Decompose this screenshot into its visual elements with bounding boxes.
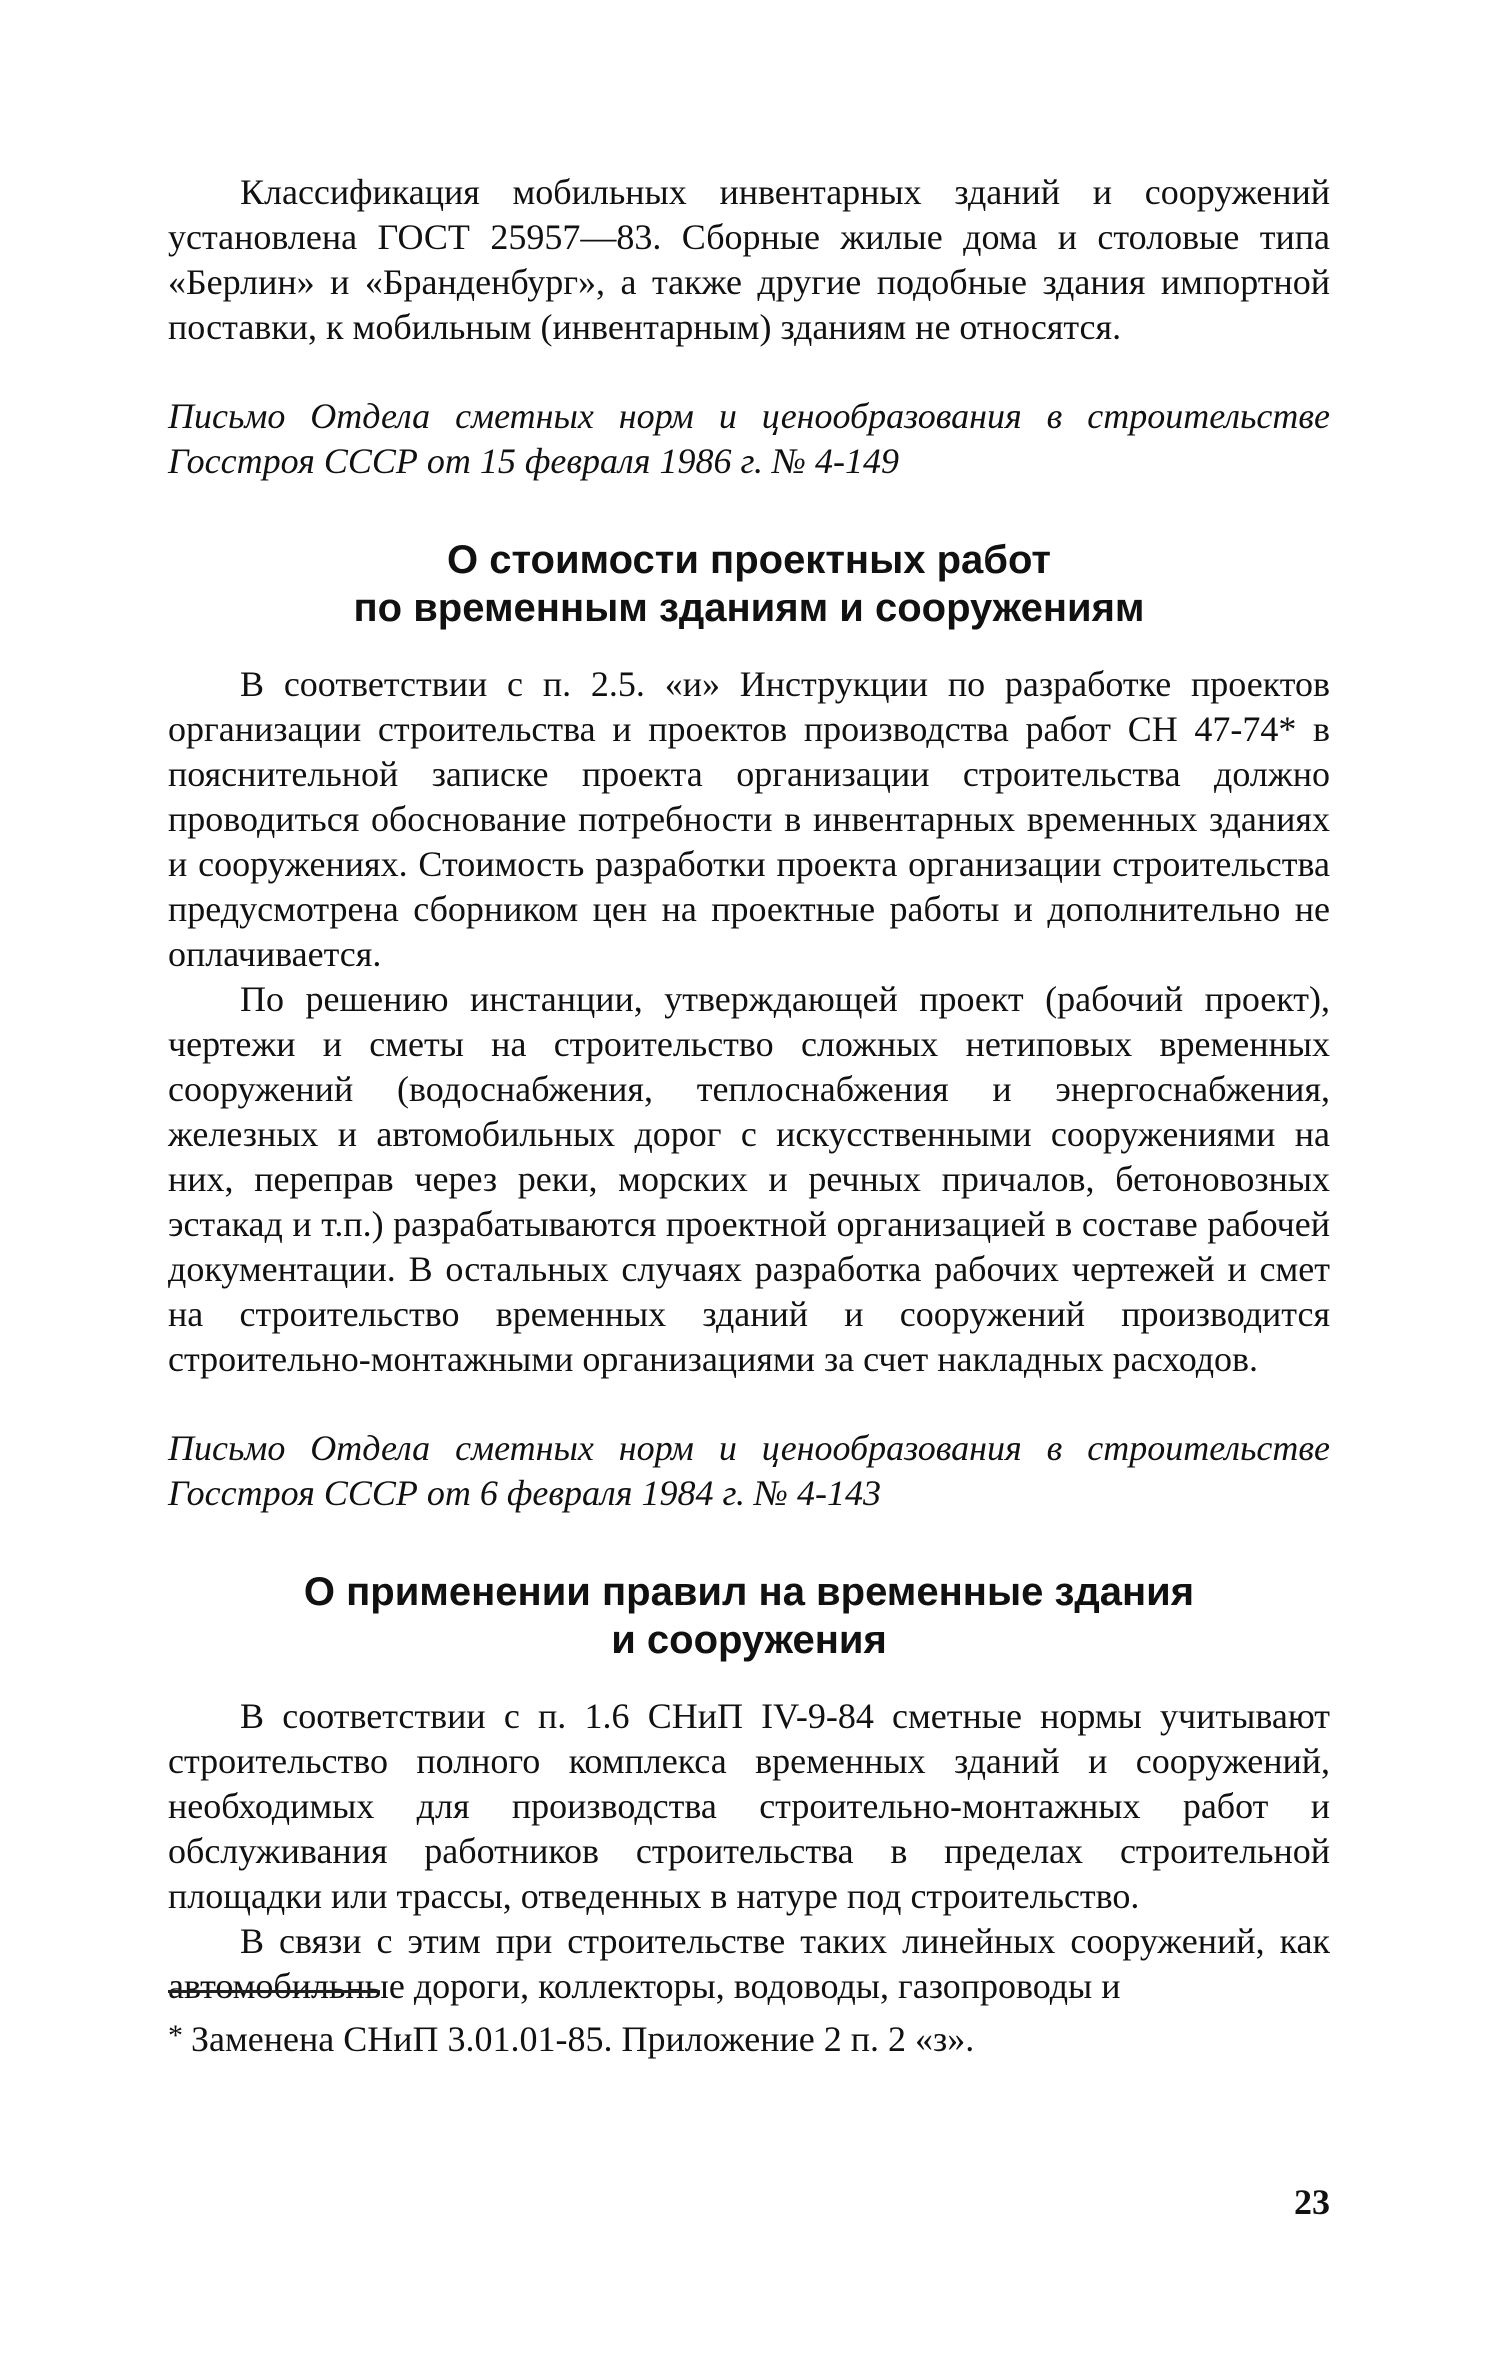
heading-line: по временным зданиям и сооружениям bbox=[353, 586, 1145, 630]
heading-line: О применении правил на временные здания bbox=[303, 1570, 1195, 1614]
paragraph-classification: Классификация мобильных инвентарных зданий и сооружений установлена ГОСТ 25957—83. Сборные жилые дома и столовые типа «Берлин» и «Бранденбург», а также другие подобные здания импортной поставки, к мобильным (инвентарным) зданиям не относятся. bbox=[168, 172, 1330, 347]
paragraph-design-cost: В соответствии с п. 2.5. «и» Инструкции по разработке проектов организации строительства и проектов производства работ СН 47-74* в пояснительной записке проекта организации строительства должно проводиться обоснование потребности в инвентарных временных зданиях и сооружениях. Стоимость разработки проекта организации строительства предусмотрена сборником цен на проектные работы и дополнительно не оплачивается. bbox=[168, 664, 1330, 974]
footnote-divider bbox=[168, 1990, 380, 1993]
heading-line: О стоимости проектных работ bbox=[446, 538, 1052, 582]
source-letter-1986: Письмо Отдела сметных норм и ценообразования в строительстве Госстроя СССР от 15 февраля 1986 г. № 4-149 bbox=[168, 396, 1330, 481]
footnote-text: Заменена СНиП 3.01.01-85. Приложение 2 п. 2 «з». bbox=[191, 2019, 975, 2059]
footnote-block bbox=[168, 1990, 1330, 2062]
page-number: 23 bbox=[1294, 2182, 1330, 2222]
paragraph-linear-structures: В связи с этим при строительстве таких линейных сооружений, как автомобильные дороги, коллекторы, водоводы, газопроводы и bbox=[168, 1921, 1330, 2006]
section-heading-design-cost bbox=[168, 536, 1330, 632]
source-letter-1984: Письмо Отдела сметных норм и ценообразования в строительстве Госстроя СССР от 6 февраля 1984 г. № 4-143 bbox=[168, 1428, 1330, 1513]
footnote-mark: * bbox=[168, 2019, 183, 2052]
footnote bbox=[168, 2013, 1330, 2062]
page-body bbox=[168, 170, 1330, 2009]
heading-line: и сооружения bbox=[611, 1618, 887, 1662]
section-heading-rules bbox=[168, 1568, 1330, 1664]
paragraph-snip-norms: В соответствии с п. 1.6 СНиП IV-9-84 сметные нормы учитывают строительство полного комплекса временных зданий и сооружений, необходимых для производства строительно-монтажных работ и обслуживания работников строительства в пределах строительной площадки или трассы, отведенных в натуре под строительство. bbox=[168, 1696, 1330, 1916]
paragraph-drawings: По решению инстанции, утверждающей проект (рабочий проект), чертежи и сметы на строительство сложных нетиповых временных сооружений (водоснабжения, теплоснабжения и энергоснабжения, железных и автомобильных дорог с искусственными сооружениями на них, переправ через реки, морских и речных причалов, бетоновозных эстакад и т.п.) разрабатываются проектной организацией в составе рабочей документации. В остальных случаях разработка рабочих чертежей и смет на строительство временных зданий и сооружений производится строительно-монтажными организациями за счет накладных расходов. bbox=[168, 979, 1330, 1379]
